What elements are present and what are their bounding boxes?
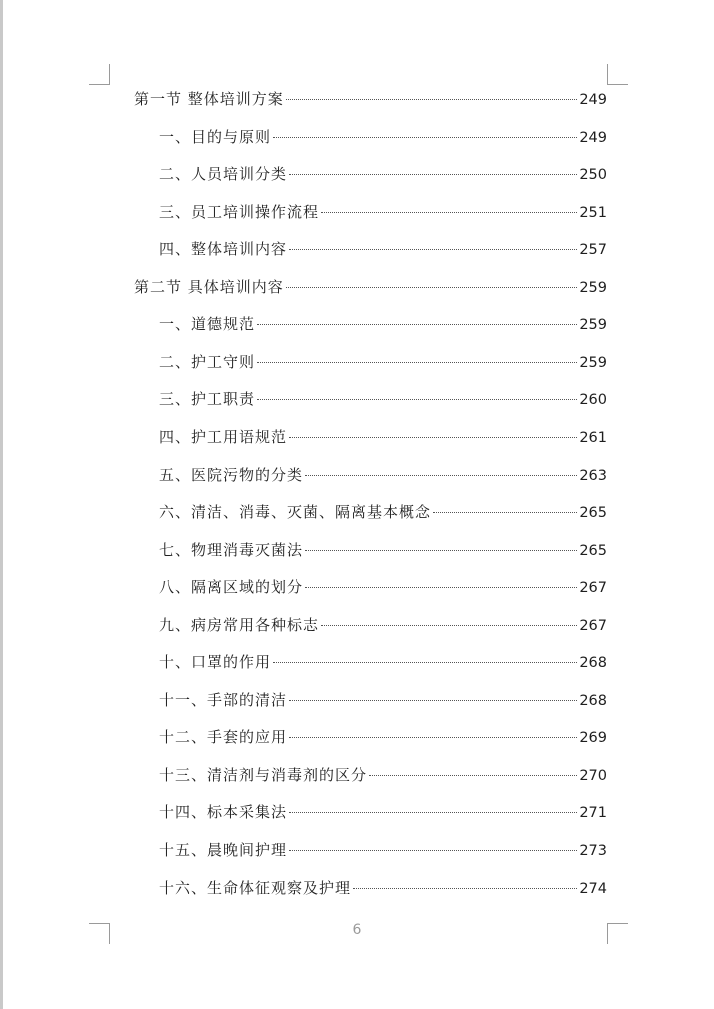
toc-entry[interactable] [159,575,607,599]
toc-entry[interactable] [159,538,607,562]
toc-entry-page: 271 [579,805,607,822]
toc-entry-page: 257 [579,242,607,259]
toc-entry-title: 三、护工职责 [159,390,256,409]
toc-entry-page: 265 [579,505,607,522]
toc-section-entry[interactable] [134,275,607,299]
toc-dot-leader [305,475,577,476]
toc-entry-page: 273 [579,843,607,859]
toc-entry-title: 十四、标本采集法 [159,803,288,822]
toc-entry-title: 一、道德规范 [159,315,256,334]
toc-entry[interactable] [159,763,607,787]
toc-dot-leader [257,362,577,363]
toc-entry[interactable] [159,200,607,224]
toc-dot-leader [321,625,577,626]
toc-entry[interactable] [159,125,607,149]
toc-entry-page: 259 [579,279,607,296]
toc-dot-leader [257,399,577,400]
toc-dot-leader [289,437,577,438]
toc-entry-title: 九、病房常用各种标志 [159,615,320,634]
toc-entry-page: 269 [579,730,607,747]
toc-entry-page: 270 [579,767,607,784]
toc-dot-leader [433,512,577,513]
toc-entry[interactable] [159,876,607,900]
toc-dot-leader [289,174,577,175]
toc-entry[interactable] [159,613,607,637]
toc-entry-title: 十五、晨晚间护理 [159,841,288,859]
toc-entry-page: 249 [579,92,607,108]
toc-entry[interactable] [159,237,607,261]
toc-entry-title: 二、护工守则 [159,352,256,371]
toc-entry-title: 五、医院污物的分类 [159,465,304,484]
toc-dot-leader [305,550,577,551]
toc-dot-leader [273,662,577,663]
toc-entry-page: 267 [579,580,607,597]
toc-entry[interactable] [159,350,607,374]
toc-entry-title: 四、整体培训内容 [159,240,288,259]
toc-entry-page: 260 [579,392,607,409]
toc-entry-page: 265 [579,542,607,559]
toc-entry[interactable] [159,725,607,749]
toc-entry-page: 263 [579,467,607,484]
toc-entry-page: 267 [579,617,607,634]
toc-dot-leader [289,700,577,701]
toc-entry-page: 268 [579,655,607,672]
toc-entry-page: 251 [579,204,607,221]
toc-entry-title: 十六、生命体征观察及护理 [159,878,352,897]
toc-entry-title: 四、护工用语规范 [159,427,288,446]
page-number: 6 [352,922,362,938]
toc-entry-title: 十、口罩的作用 [159,653,272,672]
toc-entry[interactable] [159,800,607,824]
toc-entry-page: 259 [579,354,607,371]
toc-entry[interactable] [159,688,607,712]
toc-entry[interactable] [159,162,607,186]
toc-entry-page: 259 [579,317,607,334]
toc-dot-leader [353,888,577,889]
toc-entry-title: 六、清洁、消毒、灭菌、隔离基本概念 [159,503,432,522]
toc-section-entry[interactable] [134,87,607,111]
toc-dot-leader [289,249,577,250]
toc-entry-page: 268 [579,692,607,709]
toc-entry[interactable] [159,463,607,487]
toc-entry-title: 第二节 具体培训内容 [134,277,284,296]
toc-entry-title: 十三、清洁剂与消毒剂的区分 [159,765,368,784]
toc-entry-page: 274 [579,880,607,897]
toc-entry[interactable] [159,650,607,674]
toc-dot-leader [273,137,577,138]
toc-entry-title: 七、物理消毒灭菌法 [159,540,304,559]
toc-dot-leader [286,99,578,100]
toc-entry-title: 第一节 整体培训方案 [134,90,284,108]
toc-dot-leader [289,850,577,851]
toc-entry-title: 十二、手套的应用 [159,728,288,747]
toc-dot-leader [257,324,577,325]
toc-entry-page: 250 [579,167,607,184]
toc-entry[interactable] [159,500,607,524]
toc-entry[interactable] [159,387,607,411]
toc-entry-title: 二、人员培训分类 [159,165,288,184]
toc-entry-page: 249 [579,129,607,146]
toc-dot-leader [289,737,577,738]
margin-corner-top-left [89,64,110,85]
toc-dot-leader [305,587,577,588]
toc-entry[interactable] [159,838,607,862]
page-left-edge [0,0,3,1009]
margin-corner-top-right [607,64,628,85]
toc-entry-page: 261 [579,429,607,446]
toc-entry-title: 一、目的与原则 [159,127,272,146]
toc-entry-title: 三、员工培训操作流程 [159,202,320,221]
toc-entry-title: 八、隔离区域的划分 [159,578,304,597]
toc-entry[interactable] [159,425,607,449]
toc-entry-title: 十一、手部的清洁 [159,690,288,709]
toc-entry[interactable] [159,312,607,336]
toc-dot-leader [286,287,578,288]
toc-dot-leader [369,775,577,776]
toc-dot-leader [289,812,577,813]
toc-dot-leader [321,212,577,213]
